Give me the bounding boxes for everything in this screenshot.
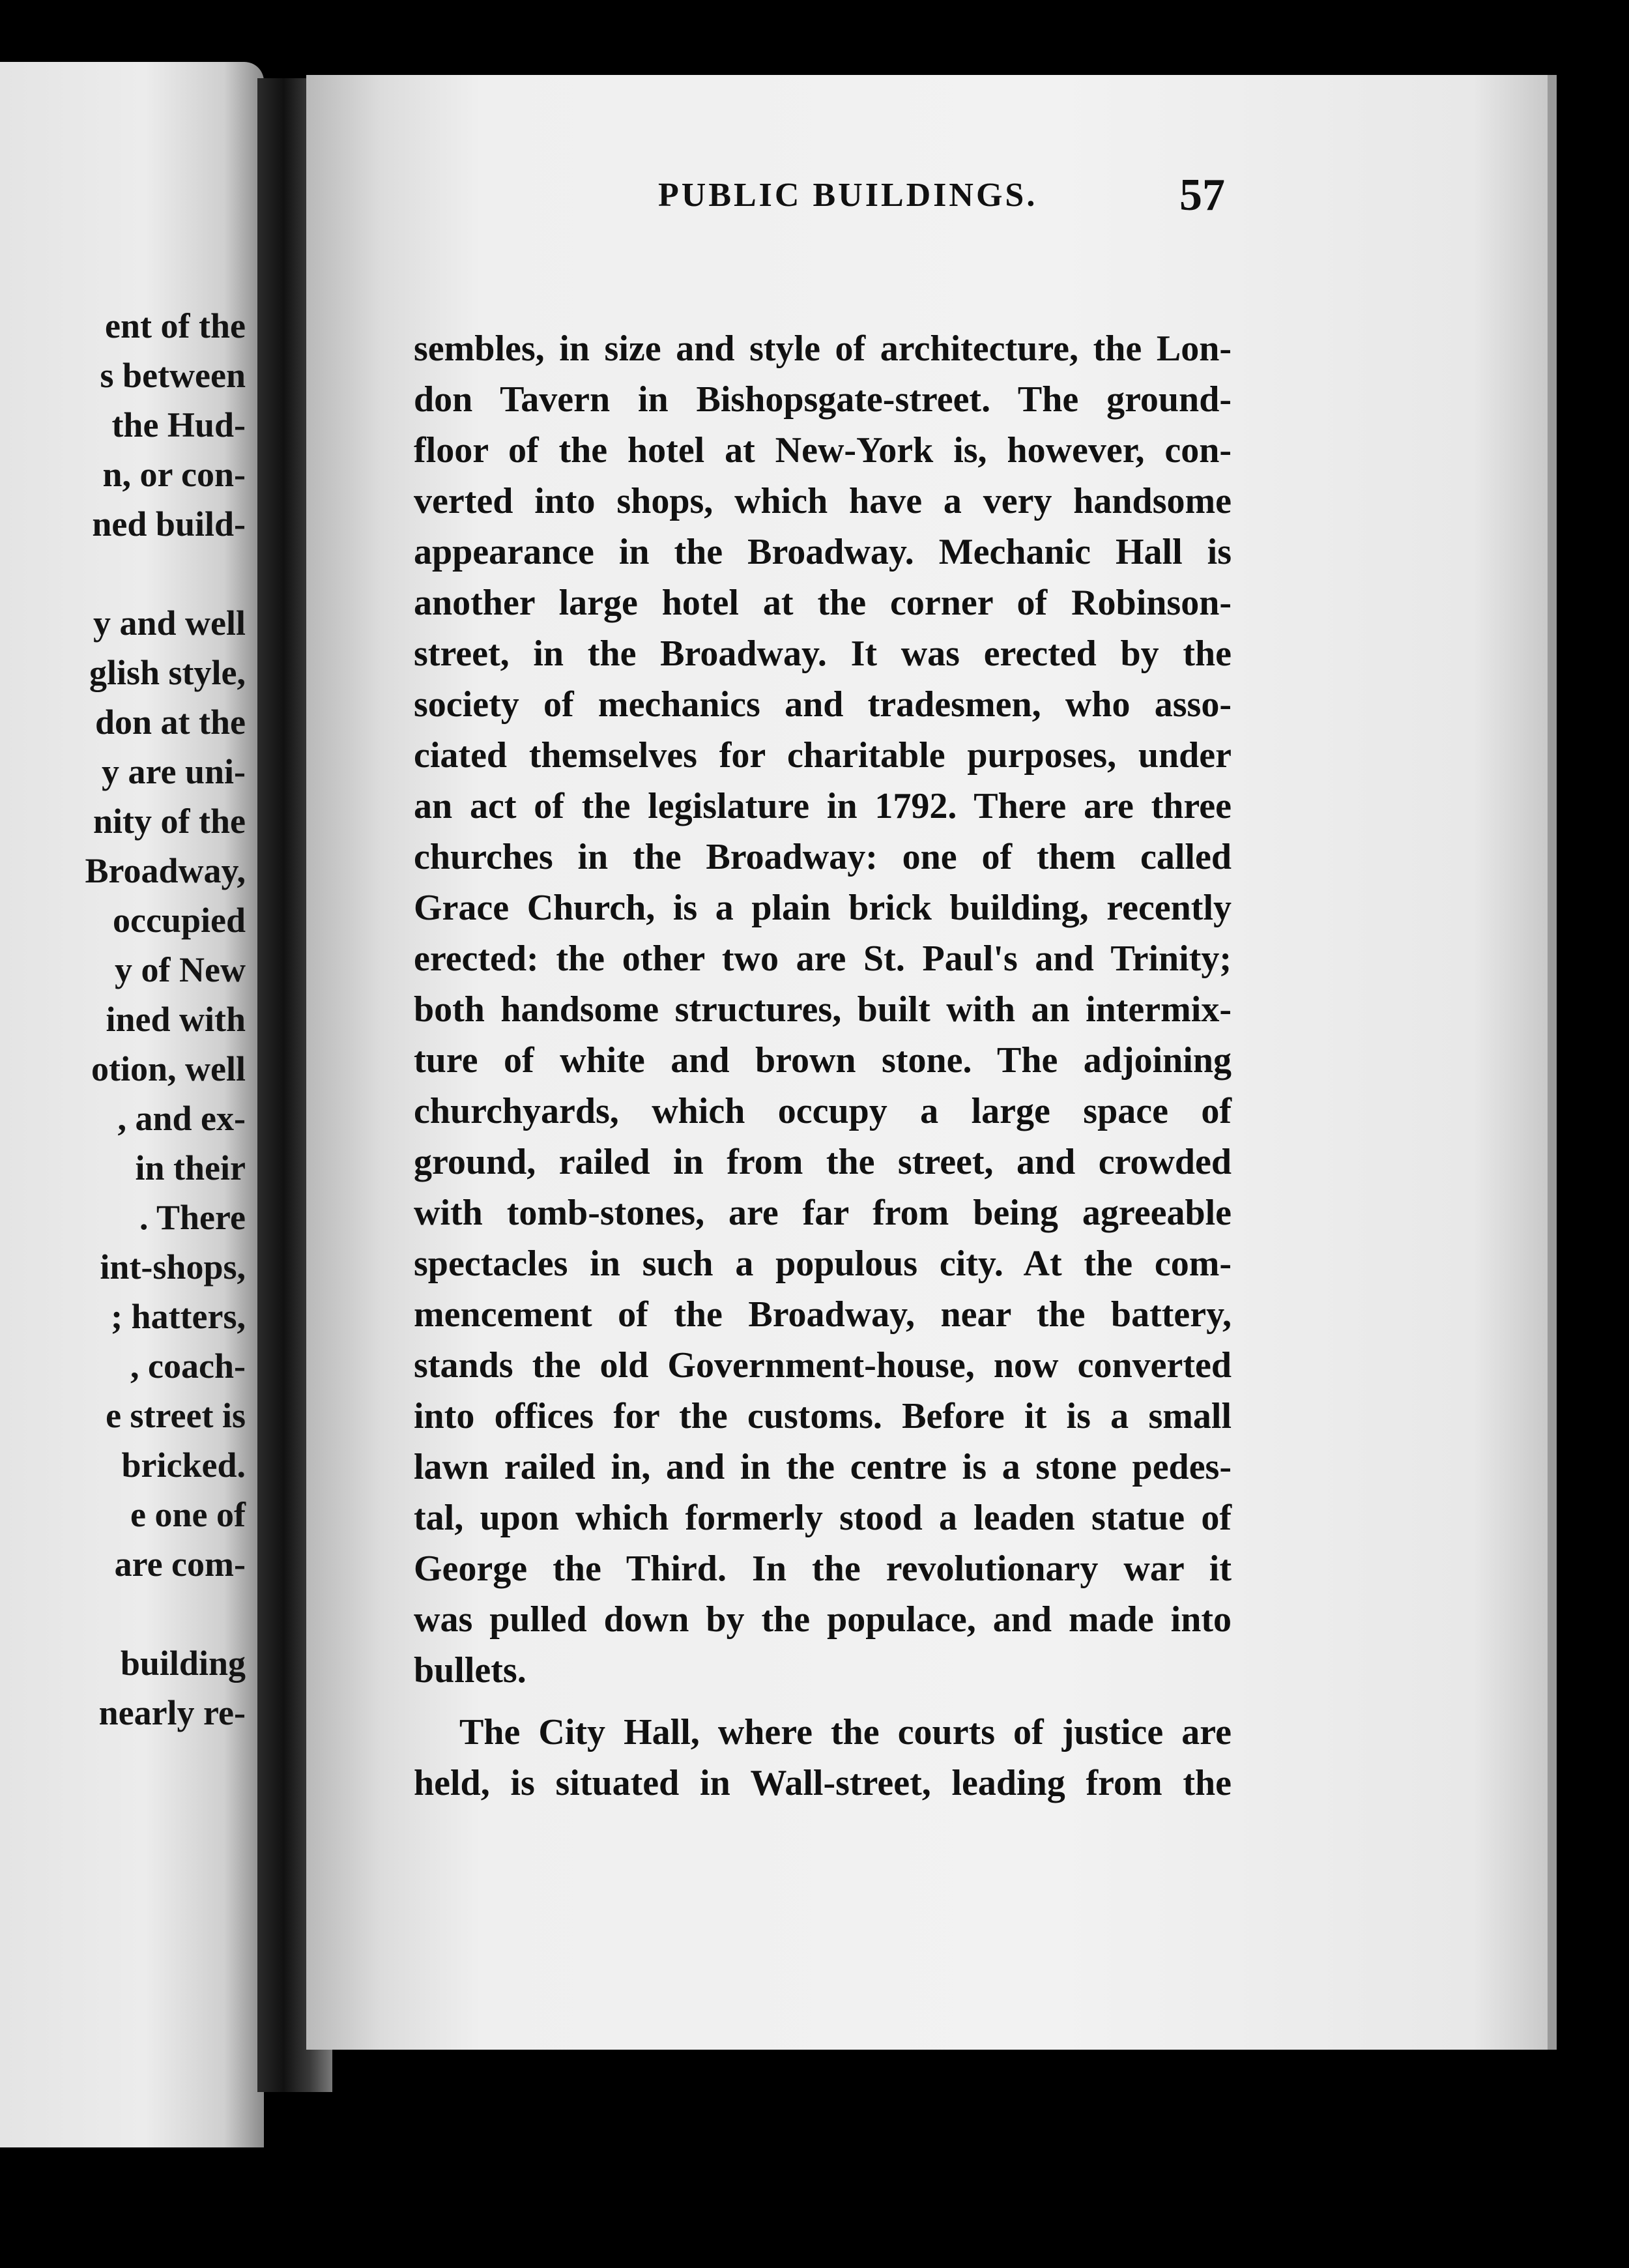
text-line: both handsome structures, built with an intermix- [414, 989, 1232, 1030]
text-line: bullets. [414, 1650, 526, 1691]
text-line: tal, upon which formerly stood a leaden statue of [414, 1498, 1232, 1538]
text-line: lawn railed in, and in the centre is a stone pedes- [414, 1447, 1232, 1487]
left-page [0, 62, 264, 2147]
page-header [0, 169, 1629, 241]
text-line: street, in the Broadway. It was erected by the [414, 633, 1232, 674]
text-line: into offices for the customs. Before it is a small [414, 1396, 1232, 1436]
text-line: another large hotel at the corner of Robinson- [414, 583, 1232, 623]
text-line: held, is situated in Wall-street, leading from the [414, 1763, 1232, 1803]
left-page-line: building [120, 1644, 246, 1683]
left-page-line: y and well [93, 603, 246, 643]
left-page-line: ent of the [105, 306, 246, 345]
left-page-line: y of New [115, 950, 246, 989]
left-page-line: nity of the [93, 802, 246, 841]
text-line: mencement of the Broadway, near the battery, [414, 1294, 1232, 1335]
left-page-line: , and ex- [117, 1099, 246, 1138]
left-page-line: int-shops, [100, 1247, 246, 1287]
text-line: George the Third. In the revolutionary war it [414, 1548, 1232, 1589]
left-page-line: . There [139, 1198, 246, 1237]
left-page-line: ; hatters, [111, 1297, 246, 1336]
left-page-line: ined with [106, 1000, 246, 1039]
text-line: Grace Church, is a plain brick building, recently [414, 888, 1232, 928]
left-page-line: bricked. [121, 1446, 246, 1485]
text-line: ture of white and brown stone. The adjoining [414, 1040, 1232, 1081]
left-page-line: e one of [130, 1495, 246, 1534]
left-page-line: ned build- [92, 504, 246, 544]
left-page-line: occupied [112, 901, 246, 940]
text-line: with tomb-stones, are far from being agreeable [414, 1193, 1232, 1233]
text-line: society of mechanics and tradesmen, who asso- [414, 684, 1232, 725]
text-line: ground, railed in from the street, and crowded [414, 1142, 1232, 1182]
text-line: verted into shops, which have a very handsome [414, 481, 1232, 521]
text-line: erected: the other two are St. Paul's and Trinity; [414, 938, 1232, 979]
left-page-line: Broadway, [85, 851, 246, 890]
left-page-line: y are uni- [101, 752, 246, 791]
text-line: ciated themselves for charitable purposes, under [414, 735, 1232, 776]
left-page-line: , coach- [130, 1346, 246, 1386]
left-page-line: s between [100, 356, 246, 395]
text-line: sembles, in size and style of architecture, the Lon- [414, 328, 1232, 369]
text-line: stands the old Government-house, now converted [414, 1345, 1232, 1386]
text-line: churchyards, which occupy a large space of [414, 1091, 1232, 1131]
running-head: PUBLIC BUILDINGS. [658, 177, 1038, 214]
left-page-line: n, or con- [102, 455, 246, 494]
text-line: spectacles in such a populous city. At the com- [414, 1243, 1232, 1284]
left-page-line: otion, well [91, 1049, 246, 1088]
left-page-line: in their [135, 1148, 246, 1187]
left-page-line: don at the [94, 703, 246, 742]
text-line: don Tavern in Bishopsgate-street. The ground- [414, 379, 1232, 420]
text-line: churches in the Broadway: one of them called [414, 837, 1232, 877]
text-line: was pulled down by the populace, and made into [414, 1599, 1232, 1640]
text-line: The City Hall, where the courts of justice are [459, 1712, 1232, 1752]
left-page-line: e street is [106, 1396, 246, 1435]
left-page-line: are com- [114, 1545, 246, 1584]
page-number: 57 [1179, 170, 1225, 220]
text-line: an act of the legislature in 1792. There are three [414, 786, 1232, 826]
left-page-line: nearly re- [98, 1693, 246, 1732]
left-page-line: the Hud- [111, 405, 246, 444]
text-line: floor of the hotel at New-York is, however, con- [414, 430, 1232, 471]
text-line: appearance in the Broadway. Mechanic Hall is [414, 532, 1232, 572]
left-page-line: glish style, [89, 653, 246, 692]
